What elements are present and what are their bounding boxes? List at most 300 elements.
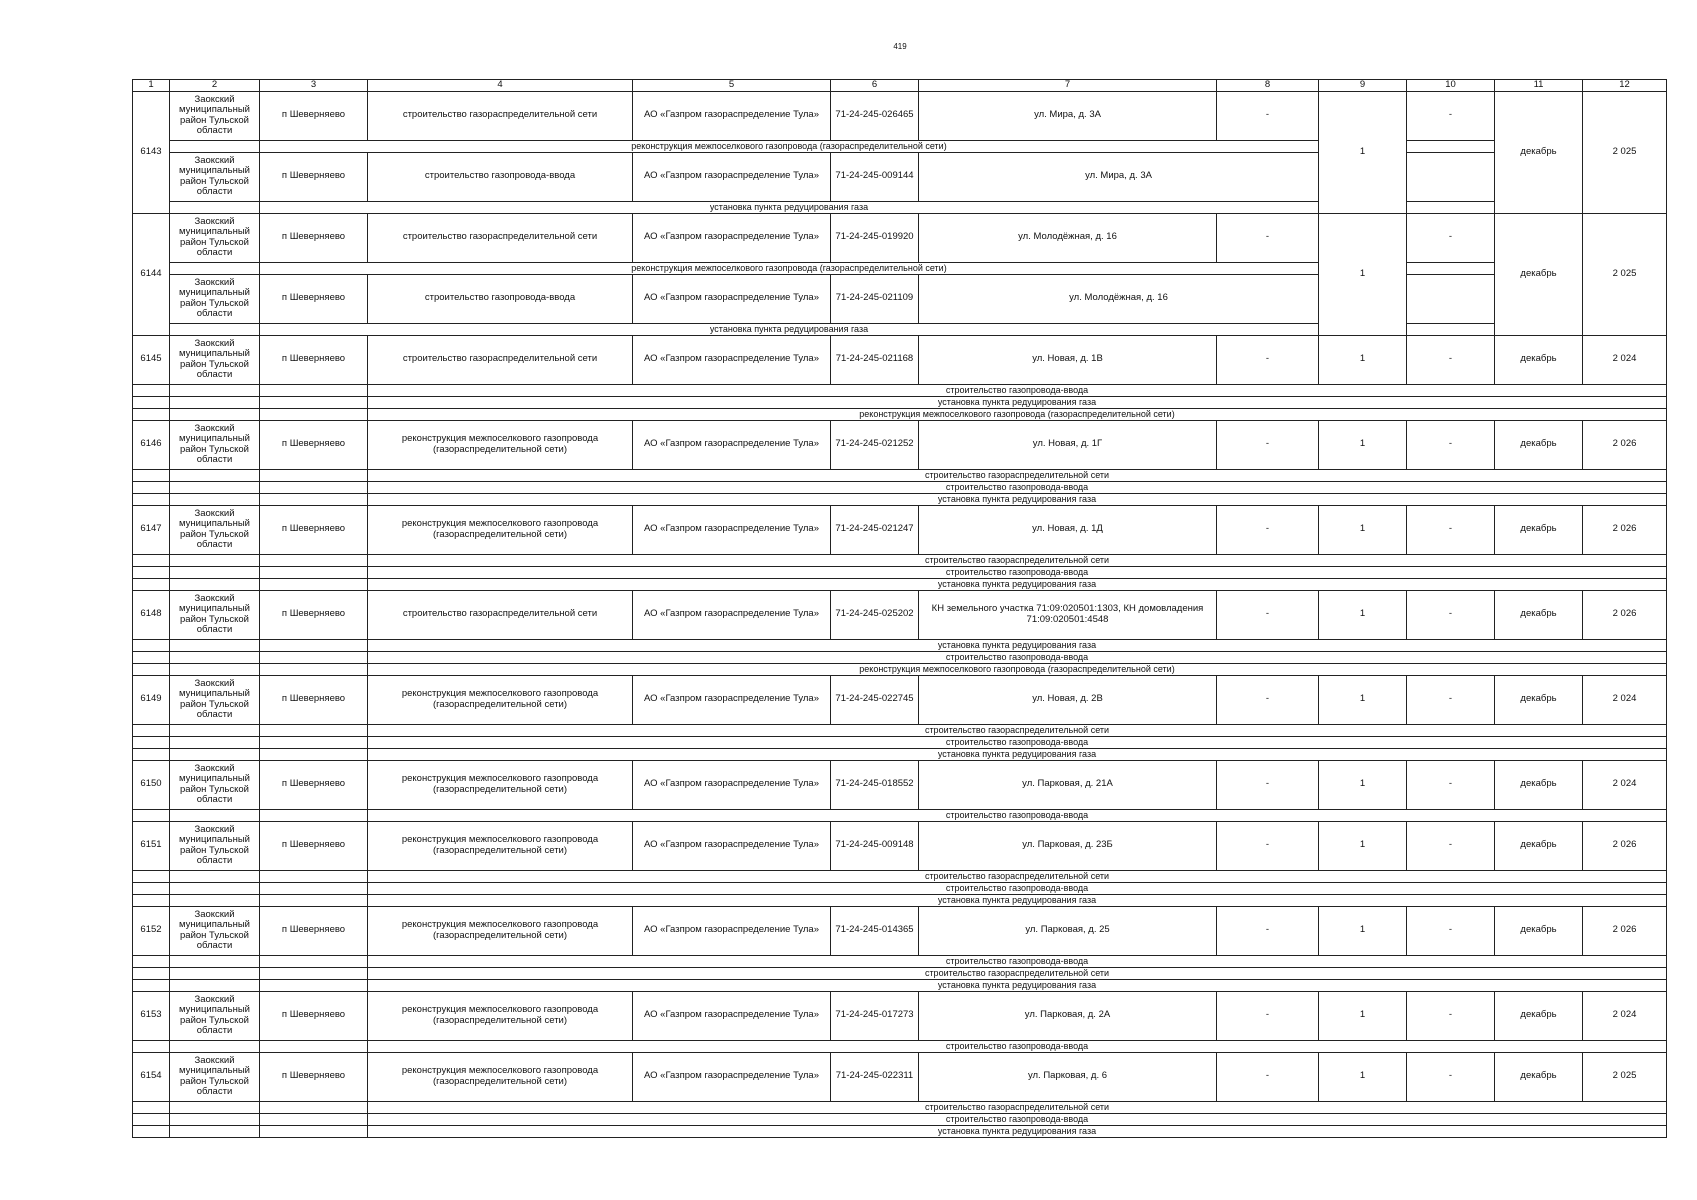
sub-work: установка пункта редуцирования газа — [368, 493, 1667, 505]
cell-c2: Заокский муниципальный район Тульской области — [170, 675, 260, 724]
cell-c2: Заокский муниципальный район Тульской области — [170, 420, 260, 469]
blank-cell — [170, 396, 260, 408]
blank-cell — [133, 809, 170, 821]
sub-row — [133, 323, 1667, 335]
entry-number: 6146 — [133, 420, 170, 469]
cell-c9: 1 — [1319, 906, 1407, 955]
blank-cell — [260, 1101, 368, 1113]
blank-cell — [133, 1040, 170, 1052]
blank-cell — [260, 1040, 368, 1052]
blank-cell — [1407, 323, 1495, 335]
blank-cell — [260, 493, 368, 505]
sub-row — [133, 736, 1667, 748]
cell-c2: Заокский муниципальный район Тульской области — [170, 274, 260, 323]
cell-c5: АО «Газпром газораспределение Тула» — [633, 590, 831, 639]
blank-cell — [133, 748, 170, 760]
cell-c3: п Шеверняево — [260, 274, 368, 323]
entry-number: 6154 — [133, 1052, 170, 1101]
entry-number: 6144 — [133, 213, 170, 335]
cell-c4: реконструкция межпоселкового газопровода (газораспределительной сети) — [368, 420, 633, 469]
cell-c7: КН земельного участка 71:09:020501:1303, КН домовладения 71:09:020501:4548 — [919, 590, 1217, 639]
sub-row — [133, 724, 1667, 736]
cell-c12: 2 024 — [1583, 760, 1667, 809]
sub-row — [133, 408, 1667, 420]
cell-c11: декабрь — [1495, 675, 1583, 724]
cell-c2: Заокский муниципальный район Тульской области — [170, 906, 260, 955]
blank-cell — [133, 639, 170, 651]
sub-work: строительство газопровода-ввода — [368, 384, 1667, 396]
cell-c5: АО «Газпром газораспределение Тула» — [633, 152, 831, 201]
blank-cell — [170, 554, 260, 566]
blank-cell — [260, 566, 368, 578]
blank-cell — [260, 578, 368, 590]
page-number: 419 — [893, 42, 907, 51]
cell-c5: АО «Газпром газораспределение Тула» — [633, 821, 831, 870]
sub-row — [133, 384, 1667, 396]
cell-c2: Заокский муниципальный район Тульской области — [170, 213, 260, 262]
column-header: 7 — [919, 80, 1217, 92]
cell-c3: п Шеверняево — [260, 991, 368, 1040]
cell-c7: ул. Парковая, д. 21А — [919, 760, 1217, 809]
blank-cell — [133, 384, 170, 396]
cell-c6: 71-24-245-022311 — [831, 1052, 919, 1101]
cell-c5: АО «Газпром газораспределение Тула» — [633, 760, 831, 809]
cell-c6: 71-24-245-022745 — [831, 675, 919, 724]
cell-c10: - — [1407, 991, 1495, 1040]
cell-c12: 2 025 — [1583, 213, 1667, 335]
blank-cell — [170, 809, 260, 821]
cell-c8: - — [1217, 213, 1319, 262]
cell-c3: п Шеверняево — [260, 590, 368, 639]
blank-cell — [1407, 201, 1495, 213]
column-header: 12 — [1583, 80, 1667, 92]
blank-cell — [170, 469, 260, 481]
table-row — [133, 1052, 1667, 1101]
sub-row — [133, 809, 1667, 821]
cell-c11: декабрь — [1495, 505, 1583, 554]
cell-c11: декабрь — [1495, 91, 1583, 213]
blank-cell — [170, 979, 260, 991]
blank-cell — [133, 1101, 170, 1113]
cell-c5: АО «Газпром газораспределение Тула» — [633, 274, 831, 323]
column-header: 10 — [1407, 80, 1495, 92]
cell-c8: - — [1217, 420, 1319, 469]
cell-c3: п Шеверняево — [260, 906, 368, 955]
column-header: 2 — [170, 80, 260, 92]
blank-cell — [170, 262, 260, 274]
cell-c3: п Шеверняево — [260, 821, 368, 870]
blank-cell — [133, 469, 170, 481]
cell-c9: 1 — [1319, 675, 1407, 724]
blank-cell — [260, 979, 368, 991]
sub-work: строительство газопровода-ввода — [368, 566, 1667, 578]
blank-cell — [260, 870, 368, 882]
cell-c8: - — [1217, 590, 1319, 639]
blank-cell — [170, 1113, 260, 1125]
blank-cell — [260, 651, 368, 663]
sub-row — [133, 955, 1667, 967]
blank-cell — [260, 396, 368, 408]
blank-cell — [170, 1040, 260, 1052]
cell-c2: Заокский муниципальный район Тульской области — [170, 505, 260, 554]
cell-c4: реконструкция межпоселкового газопровода (газораспределительной сети) — [368, 991, 633, 1040]
blank-cell — [133, 736, 170, 748]
blank-cell — [170, 882, 260, 894]
cell-c3: п Шеверняево — [260, 760, 368, 809]
blank-cell — [133, 1125, 170, 1137]
blank-cell — [260, 384, 368, 396]
blank-cell — [133, 979, 170, 991]
cell-c4: строительство газораспределительной сети — [368, 213, 633, 262]
cell-c9: 1 — [1319, 505, 1407, 554]
cell-c7: ул. Новая, д. 1Г — [919, 420, 1217, 469]
cell-c4: реконструкция межпоселкового газопровода (газораспределительной сети) — [368, 505, 633, 554]
sub-row — [133, 1113, 1667, 1125]
sub-work: строительство газораспределительной сети — [368, 554, 1667, 566]
entry-number: 6153 — [133, 991, 170, 1040]
cell-c7: ул. Мира, д. 3А — [919, 91, 1217, 140]
cell-c12: 2 026 — [1583, 420, 1667, 469]
sub-work: установка пункта редуцирования газа — [368, 1125, 1667, 1137]
blank-cell — [260, 469, 368, 481]
blank-cell — [260, 663, 368, 675]
sub-row — [133, 882, 1667, 894]
cell-c2: Заокский муниципальный район Тульской области — [170, 91, 260, 140]
cell-c11: декабрь — [1495, 213, 1583, 335]
sub-work: строительство газопровода-ввода — [368, 1040, 1667, 1052]
cell-c12: 2 025 — [1583, 1052, 1667, 1101]
blank-cell — [260, 724, 368, 736]
cell-c9: 1 — [1319, 760, 1407, 809]
sub-row — [133, 1125, 1667, 1137]
cell-c5: АО «Газпром газораспределение Тула» — [633, 991, 831, 1040]
blank-cell — [1407, 274, 1495, 323]
table-row — [133, 91, 1667, 140]
blank-cell — [260, 894, 368, 906]
cell-c6: 71-24-245-014365 — [831, 906, 919, 955]
column-header: 4 — [368, 80, 633, 92]
sub-work: строительство газопровода-ввода — [368, 1113, 1667, 1125]
cell-c10: - — [1407, 91, 1495, 140]
blank-cell — [260, 955, 368, 967]
blank-cell — [260, 639, 368, 651]
cell-c10: - — [1407, 1052, 1495, 1101]
blank-cell — [170, 736, 260, 748]
column-header: 8 — [1217, 80, 1319, 92]
entry-number: 6152 — [133, 906, 170, 955]
cell-c11: декабрь — [1495, 335, 1583, 384]
cell-c9: 1 — [1319, 91, 1407, 213]
sub-work: строительство газораспределительной сети — [368, 967, 1667, 979]
sub-work: реконструкция межпоселкового газопровода (газораспределительной сети) — [260, 140, 1319, 152]
cell-c3: п Шеверняево — [260, 213, 368, 262]
blank-cell — [133, 663, 170, 675]
sub-row — [133, 870, 1667, 882]
blank-cell — [260, 1113, 368, 1125]
cell-c7: ул. Новая, д. 2В — [919, 675, 1217, 724]
sub-work: реконструкция межпоселкового газопровода (газораспределительной сети) — [368, 408, 1667, 420]
blank-cell — [260, 882, 368, 894]
sub-work: установка пункта редуцирования газа — [368, 639, 1667, 651]
table-row — [133, 420, 1667, 469]
cell-c8: - — [1217, 1052, 1319, 1101]
blank-cell — [133, 955, 170, 967]
blank-cell — [133, 481, 170, 493]
cell-c9: 1 — [1319, 1052, 1407, 1101]
cell-c11: декабрь — [1495, 906, 1583, 955]
cell-c12: 2 024 — [1583, 991, 1667, 1040]
cell-c2: Заокский муниципальный район Тульской области — [170, 991, 260, 1040]
cell-c8: - — [1217, 760, 1319, 809]
table-row — [133, 590, 1667, 639]
cell-c12: 2 024 — [1583, 335, 1667, 384]
blank-cell — [260, 809, 368, 821]
sub-row — [133, 262, 1667, 274]
cell-c7: ул. Молодёжная, д. 16 — [919, 274, 1319, 323]
sub-row — [133, 481, 1667, 493]
sub-row — [133, 578, 1667, 590]
cell-c5: АО «Газпром газораспределение Тула» — [633, 675, 831, 724]
cell-c7: ул. Парковая, д. 23Б — [919, 821, 1217, 870]
cell-c12: 2 026 — [1583, 906, 1667, 955]
cell-c9: 1 — [1319, 991, 1407, 1040]
column-header: 5 — [633, 80, 831, 92]
cell-c6: 71-24-245-021168 — [831, 335, 919, 384]
cell-c4: реконструкция межпоселкового газопровода (газораспределительной сети) — [368, 675, 633, 724]
cell-c2: Заокский муниципальный район Тульской области — [170, 1052, 260, 1101]
cell-c10: - — [1407, 505, 1495, 554]
blank-cell — [170, 566, 260, 578]
blank-cell — [260, 748, 368, 760]
cell-c7: ул. Новая, д. 1В — [919, 335, 1217, 384]
cell-c11: декабрь — [1495, 760, 1583, 809]
cell-c4: реконструкция межпоселкового газопровода (газораспределительной сети) — [368, 821, 633, 870]
cell-c10: - — [1407, 420, 1495, 469]
cell-c6: 71-24-245-009144 — [831, 152, 919, 201]
cell-c12: 2 026 — [1583, 821, 1667, 870]
column-header: 1 — [133, 80, 170, 92]
cell-c11: декабрь — [1495, 420, 1583, 469]
cell-c8: - — [1217, 91, 1319, 140]
blank-cell — [133, 554, 170, 566]
cell-c11: декабрь — [1495, 1052, 1583, 1101]
cell-c7: ул. Парковая, д. 2А — [919, 991, 1217, 1040]
cell-c2: Заокский муниципальный район Тульской области — [170, 590, 260, 639]
sub-work: строительство газопровода-ввода — [368, 481, 1667, 493]
blank-cell — [170, 493, 260, 505]
sub-work: строительство газопровода-ввода — [368, 651, 1667, 663]
cell-c5: АО «Газпром газораспределение Тула» — [633, 906, 831, 955]
cell-c10: - — [1407, 590, 1495, 639]
blank-cell — [170, 870, 260, 882]
blank-cell — [133, 578, 170, 590]
sub-work: установка пункта редуцирования газа — [260, 323, 1319, 335]
cell-c10: - — [1407, 821, 1495, 870]
sub-work: установка пункта редуцирования газа — [368, 748, 1667, 760]
sub-work: строительство газопровода-ввода — [368, 882, 1667, 894]
table-row — [133, 991, 1667, 1040]
entry-number: 6151 — [133, 821, 170, 870]
sub-row — [133, 651, 1667, 663]
sub-work: строительство газопровода-ввода — [368, 955, 1667, 967]
blank-cell — [260, 481, 368, 493]
cell-c9: 1 — [1319, 590, 1407, 639]
cell-c8: - — [1217, 991, 1319, 1040]
blank-cell — [133, 408, 170, 420]
sub-work: установка пункта редуцирования газа — [368, 979, 1667, 991]
sub-work: строительство газопровода-ввода — [368, 809, 1667, 821]
cell-c6: 71-24-245-025202 — [831, 590, 919, 639]
cell-c6: 71-24-245-009148 — [831, 821, 919, 870]
blank-cell — [170, 663, 260, 675]
table-row — [133, 821, 1667, 870]
cell-c3: п Шеверняево — [260, 505, 368, 554]
cell-c2: Заокский муниципальный район Тульской области — [170, 760, 260, 809]
sub-row — [133, 396, 1667, 408]
blank-cell — [260, 554, 368, 566]
blank-cell — [170, 639, 260, 651]
cell-c4: реконструкция межпоселкового газопровода (газораспределительной сети) — [368, 906, 633, 955]
cell-c2: Заокский муниципальный район Тульской области — [170, 821, 260, 870]
sub-work: реконструкция межпоселкового газопровода (газораспределительной сети) — [260, 262, 1319, 274]
blank-cell — [170, 408, 260, 420]
sub-row — [133, 979, 1667, 991]
blank-cell — [170, 748, 260, 760]
cell-c4: строительство газопровода-ввода — [368, 152, 633, 201]
cell-c7: ул. Мира, д. 3А — [919, 152, 1319, 201]
blank-cell — [1407, 152, 1495, 201]
sub-work: реконструкция межпоселкового газопровода (газораспределительной сети) — [368, 663, 1667, 675]
cell-c10: - — [1407, 675, 1495, 724]
entry-number: 6149 — [133, 675, 170, 724]
cell-c9: 1 — [1319, 420, 1407, 469]
blank-cell — [170, 724, 260, 736]
cell-c3: п Шеверняево — [260, 675, 368, 724]
blank-cell — [133, 870, 170, 882]
cell-c11: декабрь — [1495, 590, 1583, 639]
blank-cell — [170, 967, 260, 979]
cell-c5: АО «Газпром газораспределение Тула» — [633, 213, 831, 262]
cell-c6: 71-24-245-026465 — [831, 91, 919, 140]
cell-c10: - — [1407, 760, 1495, 809]
blank-cell — [170, 955, 260, 967]
blank-cell — [170, 578, 260, 590]
cell-c9: 1 — [1319, 335, 1407, 384]
sub-work: строительство газораспределительной сети — [368, 724, 1667, 736]
blank-cell — [1407, 262, 1495, 274]
cell-c12: 2 025 — [1583, 91, 1667, 213]
sub-row — [133, 1101, 1667, 1113]
cell-c5: АО «Газпром газораспределение Тула» — [633, 1052, 831, 1101]
sub-work: строительство газопровода-ввода — [368, 736, 1667, 748]
cell-c5: АО «Газпром газораспределение Тула» — [633, 91, 831, 140]
blank-cell — [260, 408, 368, 420]
cell-c12: 2 024 — [1583, 675, 1667, 724]
cell-c3: п Шеверняево — [260, 152, 368, 201]
blank-cell — [170, 481, 260, 493]
column-header: 3 — [260, 80, 368, 92]
cell-c8: - — [1217, 821, 1319, 870]
sub-row — [133, 140, 1667, 152]
cell-c4: строительство газопровода-ввода — [368, 274, 633, 323]
cell-c3: п Шеверняево — [260, 335, 368, 384]
cell-c9: 1 — [1319, 821, 1407, 870]
cell-c6: 71-24-245-021252 — [831, 420, 919, 469]
blank-cell — [133, 566, 170, 578]
blank-cell — [133, 651, 170, 663]
blank-cell — [133, 396, 170, 408]
cell-c7: ул. Новая, д. 1Д — [919, 505, 1217, 554]
gasification-table — [132, 79, 1667, 1138]
blank-cell — [133, 1113, 170, 1125]
blank-cell — [260, 967, 368, 979]
blank-cell — [170, 323, 260, 335]
blank-cell — [170, 140, 260, 152]
sub-row — [133, 1040, 1667, 1052]
sub-row — [133, 639, 1667, 651]
sub-work: строительство газораспределительной сети — [368, 1101, 1667, 1113]
table-row — [133, 675, 1667, 724]
table-row — [133, 906, 1667, 955]
cell-c6: 71-24-245-021109 — [831, 274, 919, 323]
entry-number: 6147 — [133, 505, 170, 554]
entry-number: 6145 — [133, 335, 170, 384]
cell-c12: 2 026 — [1583, 505, 1667, 554]
cell-c3: п Шеверняево — [260, 1052, 368, 1101]
blank-cell — [133, 724, 170, 736]
sub-work: строительство газораспределительной сети — [368, 469, 1667, 481]
cell-c4: строительство газораспределительной сети — [368, 335, 633, 384]
sub-row — [133, 566, 1667, 578]
sub-work: установка пункта редуцирования газа — [368, 578, 1667, 590]
sub-row — [133, 894, 1667, 906]
table-row — [133, 760, 1667, 809]
blank-cell — [170, 201, 260, 213]
cell-c9: 1 — [1319, 213, 1407, 335]
table-row — [133, 152, 1667, 201]
sub-row — [133, 554, 1667, 566]
cell-c8: - — [1217, 906, 1319, 955]
cell-c10: - — [1407, 335, 1495, 384]
cell-c2: Заокский муниципальный район Тульской области — [170, 152, 260, 201]
table-row — [133, 274, 1667, 323]
cell-c6: 71-24-245-017273 — [831, 991, 919, 1040]
entry-number: 6150 — [133, 760, 170, 809]
cell-c7: ул. Парковая, д. 6 — [919, 1052, 1217, 1101]
table-row — [133, 505, 1667, 554]
cell-c5: АО «Газпром газораспределение Тула» — [633, 420, 831, 469]
cell-c11: декабрь — [1495, 991, 1583, 1040]
cell-c12: 2 026 — [1583, 590, 1667, 639]
sub-row — [133, 201, 1667, 213]
cell-c6: 71-24-245-019920 — [831, 213, 919, 262]
cell-c8: - — [1217, 505, 1319, 554]
table-row — [133, 335, 1667, 384]
sub-row — [133, 748, 1667, 760]
blank-cell — [260, 1125, 368, 1137]
blank-cell — [260, 736, 368, 748]
entry-number: 6143 — [133, 91, 170, 213]
table-row — [133, 213, 1667, 262]
cell-c8: - — [1217, 675, 1319, 724]
blank-cell — [170, 894, 260, 906]
cell-c3: п Шеверняево — [260, 91, 368, 140]
cell-c10: - — [1407, 213, 1495, 262]
cell-c3: п Шеверняево — [260, 420, 368, 469]
column-header: 11 — [1495, 80, 1583, 92]
blank-cell — [133, 967, 170, 979]
cell-c5: АО «Газпром газораспределение Тула» — [633, 505, 831, 554]
